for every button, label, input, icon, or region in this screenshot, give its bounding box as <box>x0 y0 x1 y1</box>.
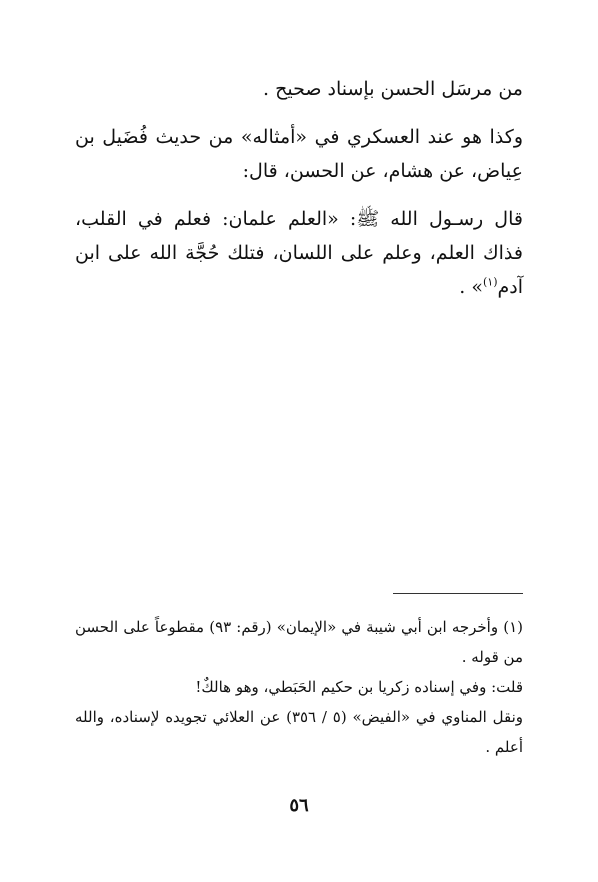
paragraph-1: من مرسَل الحسن بإسناد صحيح . <box>263 78 523 100</box>
paragraph-3 <box>75 202 523 304</box>
footnote-1: (١) وأخرجه ابن أبي شيبة في «الإيمان» (رقم: ٩٣) مقطوعاً على الحسن من قوله . <box>75 618 523 666</box>
footnotes <box>75 612 523 762</box>
main-text <box>75 72 523 304</box>
hadith-closing: » . <box>459 276 483 298</box>
footnote-2: قلت: وفي إسناده زكريا بن حكيم الحَبَطي، وهو هالكٌ! <box>195 678 523 696</box>
footnote-reference: (١) <box>482 275 498 289</box>
paragraph-2: وكذا هو عند العسكري في «أمثاله» من حديث فُضَيل بن عِياض، عن هشام، عن الحسن، قال: <box>75 126 523 182</box>
footnote-divider <box>393 593 523 594</box>
page-number: ٥٦ <box>289 795 309 816</box>
hadith-text: قال رسـول الله ﷺ: «العلم علمان: فعلم في القلب، فذاك العلم، وعلم على اللسان، فتلك حُجَّة الله على ابن آدم <box>75 208 523 298</box>
footnote-3: ونقل المناوي في «الفيض» (٥ / ٣٥٦) عن العلائي تجويده لإسناده، والله أعلم . <box>75 708 523 756</box>
